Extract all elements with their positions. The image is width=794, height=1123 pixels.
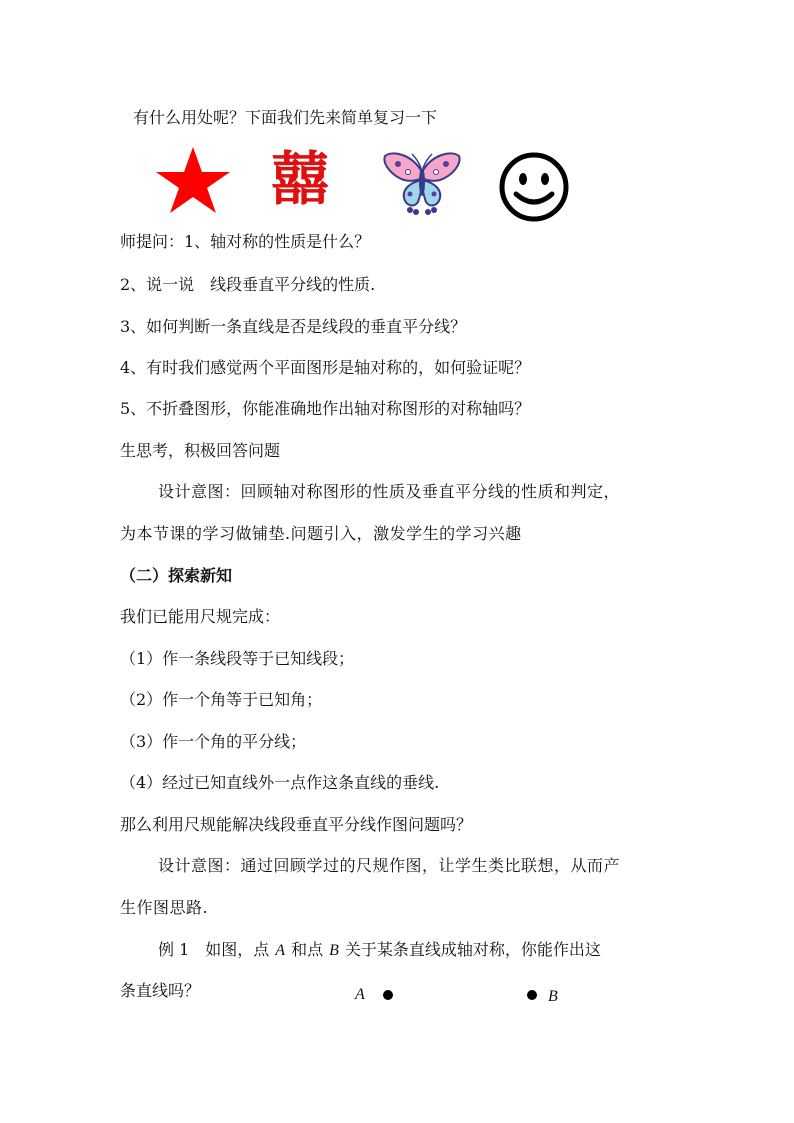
- example-text-part-1: 如图，点: [189, 940, 270, 959]
- design-intent-1-line-2: 为本节课的学习做铺垫.问题引入，激发学生的学习兴趣: [120, 524, 522, 543]
- explore-item-3: （3）作一个角的平分线；: [120, 732, 307, 751]
- explore-item-2: （2）作一个角等于已知角；: [120, 690, 323, 709]
- question-4: 4、有时我们感觉两个平面图形是轴对称的，如何验证呢？: [120, 358, 531, 377]
- intro-text: 有什么用处呢？下面我们先来简单复习一下: [133, 108, 438, 127]
- explore-lead: 我们已能用尺规完成：: [120, 607, 281, 626]
- figure-point-b-label: B: [548, 988, 558, 1005]
- figure-point-b-dot: [527, 990, 537, 1000]
- explore-item-1: （1）作一条线段等于已知线段；: [120, 649, 355, 668]
- butterfly-icon: [382, 150, 462, 216]
- question-3: 3、如何判断一条直线是否是线段的垂直平分线？: [120, 317, 467, 336]
- figure-point-a-label: A: [355, 986, 365, 1003]
- design-intent-1-line-1: 设计意图：回顾轴对称图形的性质及垂直平分线的性质和判定，: [158, 482, 621, 501]
- smiley-face-icon: [497, 150, 571, 224]
- figure-point-a-dot: [383, 990, 393, 1000]
- example-text-part-3: 关于某条直线成轴对称，你能作出这: [344, 940, 601, 959]
- red-star-icon: [154, 145, 232, 215]
- example-1-line-1: [158, 940, 601, 961]
- explore-question: 那么利用尺规能解决线段垂直平分线作图问题吗？: [120, 815, 473, 834]
- double-happiness-icon: 囍: [270, 145, 329, 213]
- question-2: 2、说一说 线段垂直平分线的性质.: [120, 275, 376, 294]
- section-title: （二）探索新知: [120, 566, 233, 585]
- design-intent-2-line-1: 设计意图：通过回顾学过的尺规作图，让学生类比联想，从而产: [158, 856, 621, 875]
- student-response: 生思考，积极回答问题: [120, 441, 281, 460]
- example-label: 例 1: [158, 940, 190, 959]
- explore-item-4: （4）经过已知直线外一点作这条直线的垂线.: [120, 773, 440, 792]
- example-text-part-2: 和点: [291, 940, 324, 959]
- example-point-b: B: [329, 942, 339, 959]
- question-1: 师提问：1、轴对称的性质是什么？: [120, 232, 371, 251]
- example-1-line-2: 条直线吗？: [120, 981, 201, 1000]
- design-intent-2-line-2: 生作图思路.: [120, 898, 209, 917]
- example-point-a: A: [275, 942, 286, 959]
- question-5: 5、不折叠图形，你能准确地作出轴对称图形的对称轴吗？: [120, 399, 531, 418]
